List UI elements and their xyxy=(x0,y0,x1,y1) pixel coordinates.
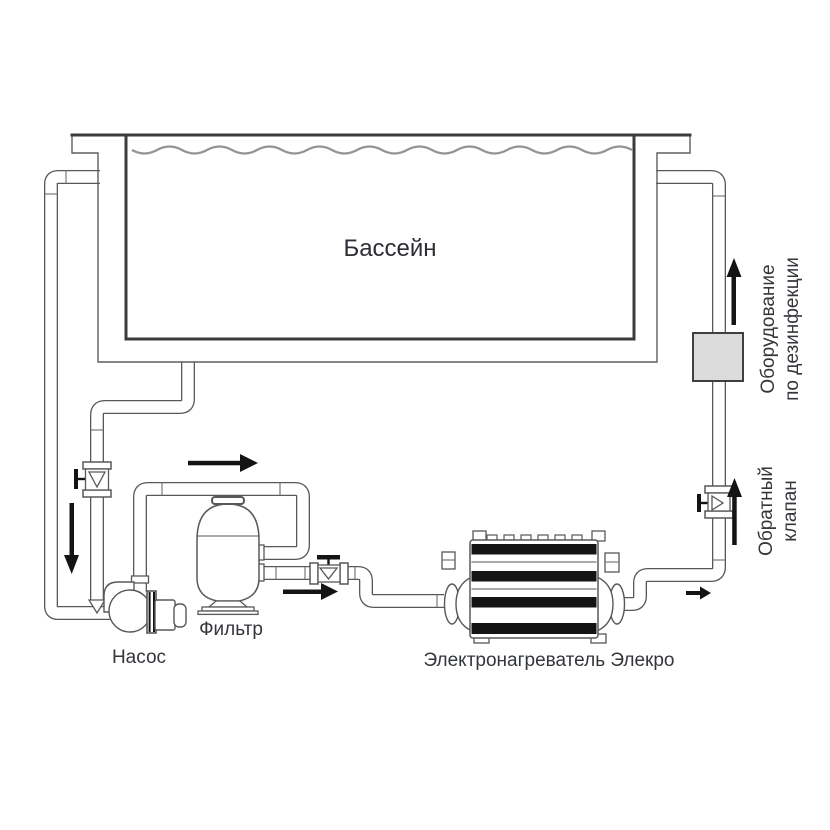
filter-label: Фильтр xyxy=(199,619,263,640)
valve-suction-line-icon xyxy=(74,462,111,497)
pipe-heater-to-pool xyxy=(620,177,725,604)
check-valve-label-line1: Обратный xyxy=(756,466,777,556)
pipe-filter-to-heater xyxy=(262,567,444,607)
filter xyxy=(197,497,264,614)
valve-filter-outlet-icon xyxy=(310,555,348,584)
pool-label: Бассейн xyxy=(343,235,437,262)
disinfection-equipment-box xyxy=(693,333,743,381)
flow-arrow-right-heater-icon xyxy=(686,587,711,600)
water-wave xyxy=(132,147,632,154)
flow-arrow-up-box-icon xyxy=(727,258,742,325)
check-valve-icon xyxy=(697,486,733,518)
check-valve-label xyxy=(755,461,801,561)
check-valve-label-line2: клапан xyxy=(780,480,801,542)
heater-label: Электронагреватель Элекро xyxy=(423,650,675,671)
flow-arrow-right-top-icon xyxy=(188,454,258,472)
disinfection-label xyxy=(757,254,805,404)
pump-label: Насос xyxy=(111,647,167,668)
disinfection-label-line1: Оборудование xyxy=(758,264,779,394)
disinfection-label-line2: по дезинфекции xyxy=(782,257,803,401)
flow-arrow-right-filter-icon xyxy=(283,583,338,600)
flow-arrow-down-icon xyxy=(64,503,79,574)
heater xyxy=(442,531,625,643)
